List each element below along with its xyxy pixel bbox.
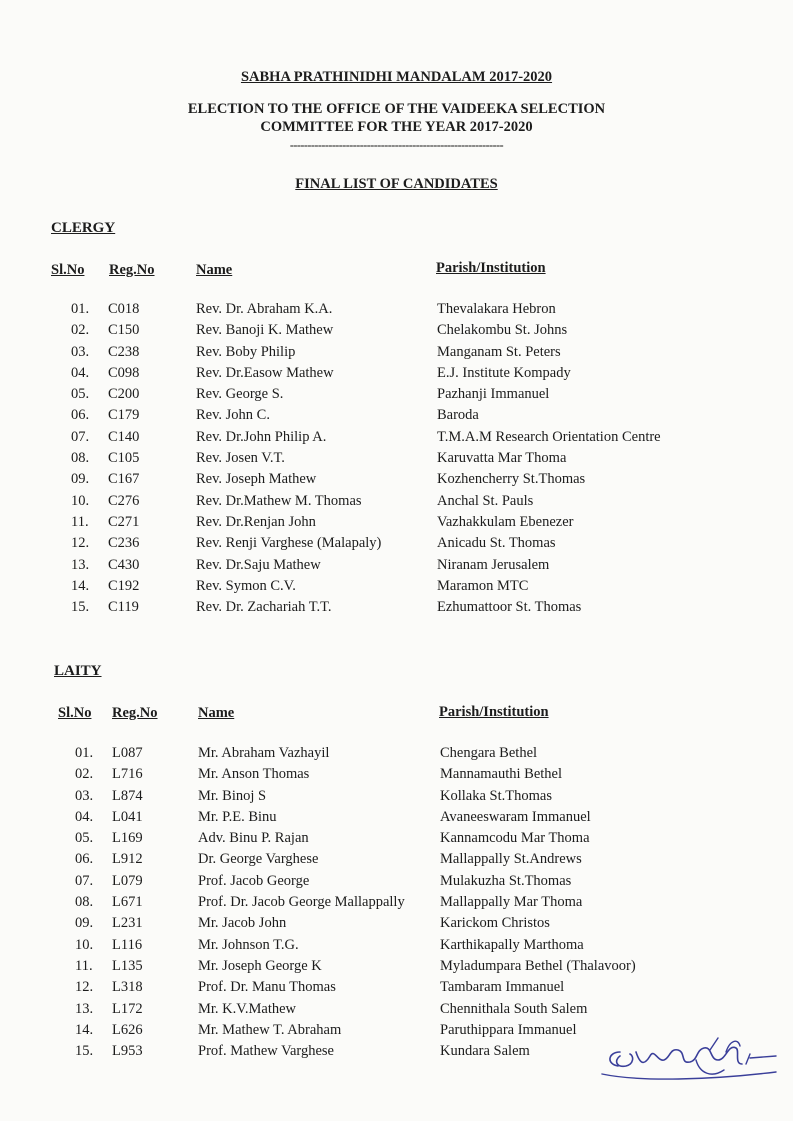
reg-no: C236	[108, 535, 140, 552]
table-row	[0, 450, 793, 471]
table-row	[0, 429, 793, 450]
sl-no: 03.	[75, 787, 94, 804]
candidate-name: Mr. Mathew T. Abraham	[198, 1021, 342, 1038]
sl-no: 02.	[75, 766, 94, 783]
table-row	[0, 809, 793, 830]
candidate-name: Rev. Banoji K. Mathew	[196, 322, 334, 339]
parish: Myladumpara Bethel (Thalavoor)	[440, 957, 636, 974]
parish: Paruthippara Immanuel	[440, 1021, 577, 1038]
parish: Chengara Bethel	[440, 745, 538, 761]
parish: Mannamauthi Bethel	[440, 766, 563, 783]
reg-no: C150	[108, 322, 140, 339]
parish: Maramon MTC	[437, 577, 529, 594]
reg-no: C200	[108, 386, 140, 403]
reg-no: L116	[112, 936, 143, 953]
sl-no: 07.	[75, 872, 94, 889]
sl-no: 11.	[71, 513, 89, 530]
reg-no: C119	[108, 599, 139, 616]
sl-no: 08.	[71, 450, 90, 467]
candidate-name: Rev. Dr.Easow Mathew	[196, 364, 334, 381]
election-title-line1: ELECTION TO THE OFFICE OF THE VAIDEEKA SELECTION	[187, 101, 606, 117]
candidate-name: Prof. Dr. Jacob George Mallappally	[198, 894, 405, 911]
parish: Tambaram Immanuel	[440, 979, 565, 996]
table-row	[0, 514, 793, 535]
parish: Pazhanji Immanuel	[437, 386, 550, 403]
reg-no: C238	[108, 343, 140, 360]
parish: Chelakombu St. Johns	[437, 322, 568, 339]
reg-no: L318	[112, 979, 143, 996]
table-row	[0, 830, 793, 851]
table-row	[0, 915, 793, 936]
reg-no: L087	[112, 745, 143, 761]
reg-no: L169	[112, 830, 143, 847]
sl-no: 15.	[71, 599, 90, 616]
sl-no: 07.	[71, 428, 90, 445]
candidate-name: Rev. Dr.John Philip A.	[196, 428, 327, 445]
table-row	[0, 578, 793, 599]
laity-candidate-list	[0, 745, 793, 1064]
handwritten-signature	[600, 1030, 780, 1090]
table-row	[0, 1001, 793, 1022]
table-row	[0, 766, 793, 787]
reg-no: L874	[112, 787, 143, 804]
candidate-name: Adv. Binu P. Rajan	[198, 830, 309, 847]
parish: Thevalakara Hebron	[437, 301, 556, 317]
header-reg-no: Reg.No	[109, 262, 155, 278]
parish: Vazhakkulam Ebenezer	[437, 513, 574, 530]
table-row	[0, 301, 793, 322]
parish: Kozhencherry St.Thomas	[437, 471, 586, 488]
sl-no: 09.	[71, 471, 90, 488]
laity-section-title: LAITY	[54, 663, 102, 679]
candidate-name: Mr. Binoj S	[198, 787, 267, 804]
reg-no: L172	[112, 1000, 143, 1017]
table-row	[0, 599, 793, 620]
parish: Avaneeswaram Immanuel	[440, 808, 591, 825]
header-name: Name	[196, 262, 233, 278]
reg-no: L079	[112, 872, 143, 889]
candidate-name: Rev. Dr.Renjan John	[196, 513, 316, 530]
candidate-name: Rev. Boby Philip	[196, 343, 296, 360]
reg-no: C179	[108, 407, 140, 424]
sl-no: 01.	[75, 745, 94, 761]
list-title: FINAL LIST OF CANDIDATES	[295, 176, 498, 192]
candidate-name: Rev. Dr.Saju Mathew	[196, 556, 321, 573]
sl-no: 06.	[75, 851, 94, 868]
reg-no: C167	[108, 471, 140, 488]
table-row	[0, 873, 793, 894]
header-name: Name	[198, 705, 235, 721]
candidate-name: Rev. Dr. Zachariah T.T.	[196, 599, 332, 616]
candidate-name: Mr. Jacob John	[198, 915, 287, 932]
reg-no: L671	[112, 894, 143, 911]
table-row	[0, 851, 793, 872]
table-row	[0, 322, 793, 343]
table-row	[0, 788, 793, 809]
parish: E.J. Institute Kompady	[437, 364, 571, 381]
parish: Kundara Salem	[440, 1043, 530, 1060]
parish: Mallappally St.Andrews	[440, 851, 582, 868]
reg-no: C098	[108, 364, 140, 381]
sl-no: 06.	[71, 407, 90, 424]
table-row	[0, 535, 793, 556]
parish: Baroda	[437, 407, 479, 424]
sl-no: 05.	[75, 830, 94, 847]
table-row	[0, 894, 793, 915]
parish: Chennithala South Salem	[440, 1000, 588, 1017]
sl-no: 13.	[71, 556, 90, 573]
reg-no: C140	[108, 428, 140, 445]
parish: Kannamcodu Mar Thoma	[440, 830, 590, 847]
parish: Manganam St. Peters	[437, 343, 561, 360]
separator-line: -------------------------------------------------------------	[289, 138, 504, 152]
sl-no: 14.	[75, 1021, 94, 1038]
table-row	[0, 365, 793, 386]
header-reg-no: Reg.No	[112, 705, 158, 721]
sl-no: 14.	[71, 577, 90, 594]
table-row	[0, 958, 793, 979]
candidate-name: Rev. John C.	[196, 407, 270, 424]
sl-no: 04.	[71, 364, 90, 381]
candidate-name: Rev. Dr.Mathew M. Thomas	[196, 492, 362, 509]
reg-no: C276	[108, 492, 140, 509]
sl-no: 05.	[71, 386, 90, 403]
header-sl-no: Sl.No	[58, 705, 92, 721]
candidate-name: Mr. K.V.Mathew	[198, 1000, 297, 1017]
clergy-section-title: CLERGY	[51, 220, 116, 236]
sl-no: 11.	[75, 957, 93, 974]
table-row	[0, 979, 793, 1000]
table-row	[0, 745, 793, 766]
sl-no: 10.	[75, 936, 94, 953]
sl-no: 09.	[75, 915, 94, 932]
reg-no: C430	[108, 556, 140, 573]
reg-no: L953	[112, 1043, 143, 1060]
reg-no: L041	[112, 808, 143, 825]
sl-no: 10.	[71, 492, 90, 509]
reg-no: C105	[108, 450, 140, 467]
sl-no: 03.	[71, 343, 90, 360]
candidate-name: Rev. Joseph Mathew	[196, 471, 317, 488]
sl-no: 12.	[71, 535, 90, 552]
sl-no: 02.	[71, 322, 90, 339]
reg-no: L135	[112, 957, 143, 974]
sl-no: 01.	[71, 301, 90, 317]
candidate-name: Mr. Joseph George K	[198, 957, 322, 974]
parish: Mulakuzha St.Thomas	[440, 872, 572, 889]
parish: Anchal St. Pauls	[437, 492, 534, 509]
reg-no: L912	[112, 851, 143, 868]
table-row	[0, 937, 793, 958]
parish: Mallappally Mar Thoma	[440, 894, 583, 911]
header-sl-no: Sl.No	[51, 262, 85, 278]
reg-no: C018	[108, 301, 140, 317]
table-row	[0, 493, 793, 514]
sl-no: 08.	[75, 894, 94, 911]
table-row	[0, 471, 793, 492]
sl-no: 15.	[75, 1043, 94, 1060]
candidate-name: Mr. Abraham Vazhayil	[198, 745, 330, 761]
reg-no: L716	[112, 766, 143, 783]
candidate-name: Mr. Anson Thomas	[198, 766, 310, 783]
header-parish: Parish/Institution	[439, 704, 549, 720]
document-title: SABHA PRATHINIDHI MANDALAM 2017-2020	[240, 69, 553, 85]
parish: T.M.A.M Research Orientation Centre	[437, 428, 661, 445]
candidate-name: Prof. Mathew Varghese	[198, 1043, 334, 1060]
candidate-name: Rev. Dr. Abraham K.A.	[196, 301, 333, 317]
candidate-name: Prof. Jacob George	[198, 872, 310, 889]
parish: Ezhumattoor St. Thomas	[437, 599, 582, 616]
table-row	[0, 344, 793, 365]
reg-no: C192	[108, 577, 140, 594]
candidate-name: Rev. George S.	[196, 386, 284, 403]
parish: Niranam Jerusalem	[437, 556, 550, 573]
candidate-name: Prof. Dr. Manu Thomas	[198, 979, 336, 996]
parish: Karickom Christos	[440, 915, 550, 932]
parish: Kollaka St.Thomas	[440, 787, 552, 804]
table-row	[0, 557, 793, 578]
candidate-name: Rev. Symon C.V.	[196, 577, 296, 594]
candidate-name: Rev. Renji Varghese (Malapaly)	[196, 535, 382, 552]
reg-no: L231	[112, 915, 143, 932]
table-row	[0, 386, 793, 407]
clergy-candidate-list	[0, 301, 793, 620]
election-title-line2: COMMITTEE FOR THE YEAR 2017-2020	[260, 119, 533, 135]
candidate-name: Dr. George Varghese	[198, 851, 319, 868]
candidate-name: Mr. Johnson T.G.	[198, 936, 299, 953]
reg-no: L626	[112, 1021, 143, 1038]
candidate-name: Mr. P.E. Binu	[198, 808, 277, 825]
table-row	[0, 407, 793, 428]
parish: Karthikapally Marthoma	[440, 936, 584, 953]
reg-no: C271	[108, 513, 140, 530]
sl-no: 12.	[75, 979, 94, 996]
parish: Anicadu St. Thomas	[437, 535, 556, 552]
header-parish: Parish/Institution	[436, 260, 546, 276]
sl-no: 13.	[75, 1000, 94, 1017]
parish: Karuvatta Mar Thoma	[437, 450, 567, 467]
candidate-name: Rev. Josen V.T.	[196, 450, 285, 467]
sl-no: 04.	[75, 808, 94, 825]
